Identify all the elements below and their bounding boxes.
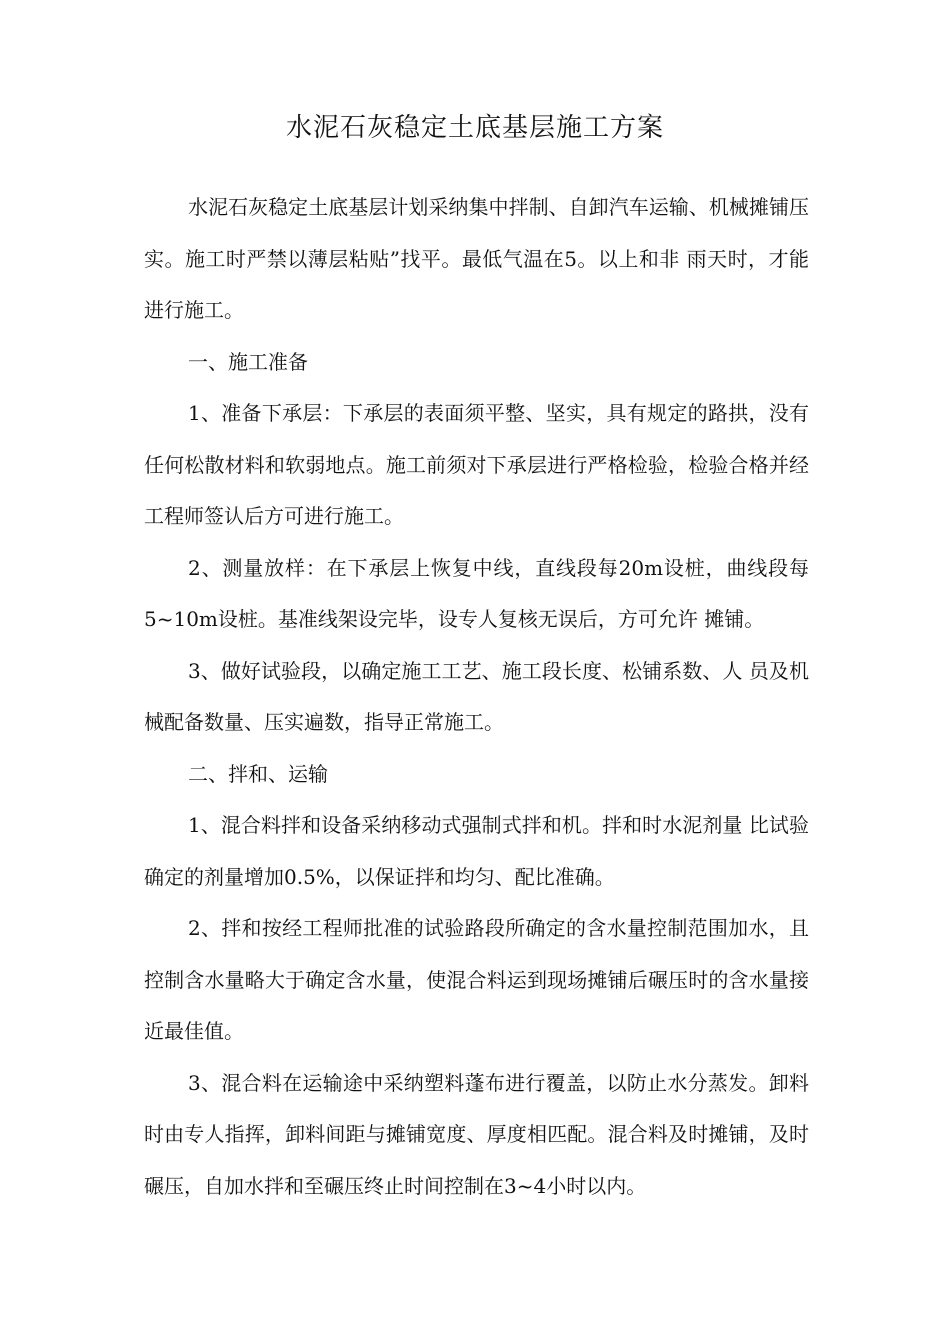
document-title: 水泥石灰稳定土底基层施工方案 <box>285 113 664 143</box>
paragraph-prepare-base: 1、准备下承层：下承层的表面须平整、坚实，具有规定的路拱，没有任何松散材料和软弱地点。施工前须对下承层进行严格检验，检验合格并经工程师签认后方可进行施工。 <box>144 401 809 528</box>
document-body <box>144 182 809 1212</box>
section-heading-mixing-transport: 二、拌和、运输 <box>188 761 328 786</box>
paragraph-surveying: 2、测量放样：在下承层上恢复中线，直线段每20m设桩，曲线段每5~10m设桩。基准线架设完毕，设专人复核无误后，方可允许 摊铺。 <box>144 555 809 631</box>
paragraph-test-section: 3、做好试验段，以确定施工工艺、施工段长度、松铺系数、人 员及机械配备数量、压实遍数，指导正常施工。 <box>144 658 809 734</box>
paragraph-transport: 3、混合料在运输途中采纳塑料蓬布进行覆盖，以防止水分蒸发。卸料时由专人指挥，卸料间距与摊铺宽度、厚度相匹配。混合料及时摊铺，及时碾压，自加水拌和至碾压终止时间控制在3~4小时以内。 <box>144 1070 809 1198</box>
intro-paragraph: 水泥石灰稳定土底基层计划采纳集中拌制、自卸汽车运输、机械摊铺压实。施工时严禁以薄层粘贴”找平。最低气温在5。以上和非 雨天时，才能进行施工。 <box>144 195 809 322</box>
paragraph-water-content: 2、拌和按经工程师批准的试验路段所确定的含水量控制范围加水，且控制含水量略大于确定含水量，使混合料运到现场摊铺后碾压时的含水量接近最佳值。 <box>144 916 809 1043</box>
section-heading-preparation: 一、施工准备 <box>188 349 308 374</box>
paragraph-mixing-equipment: 1、混合料拌和设备采纳移动式强制式拌和机。拌和时水泥剂量 比试验确定的剂量增加0.5%，以保证拌和均匀、配比准确。 <box>144 813 809 889</box>
